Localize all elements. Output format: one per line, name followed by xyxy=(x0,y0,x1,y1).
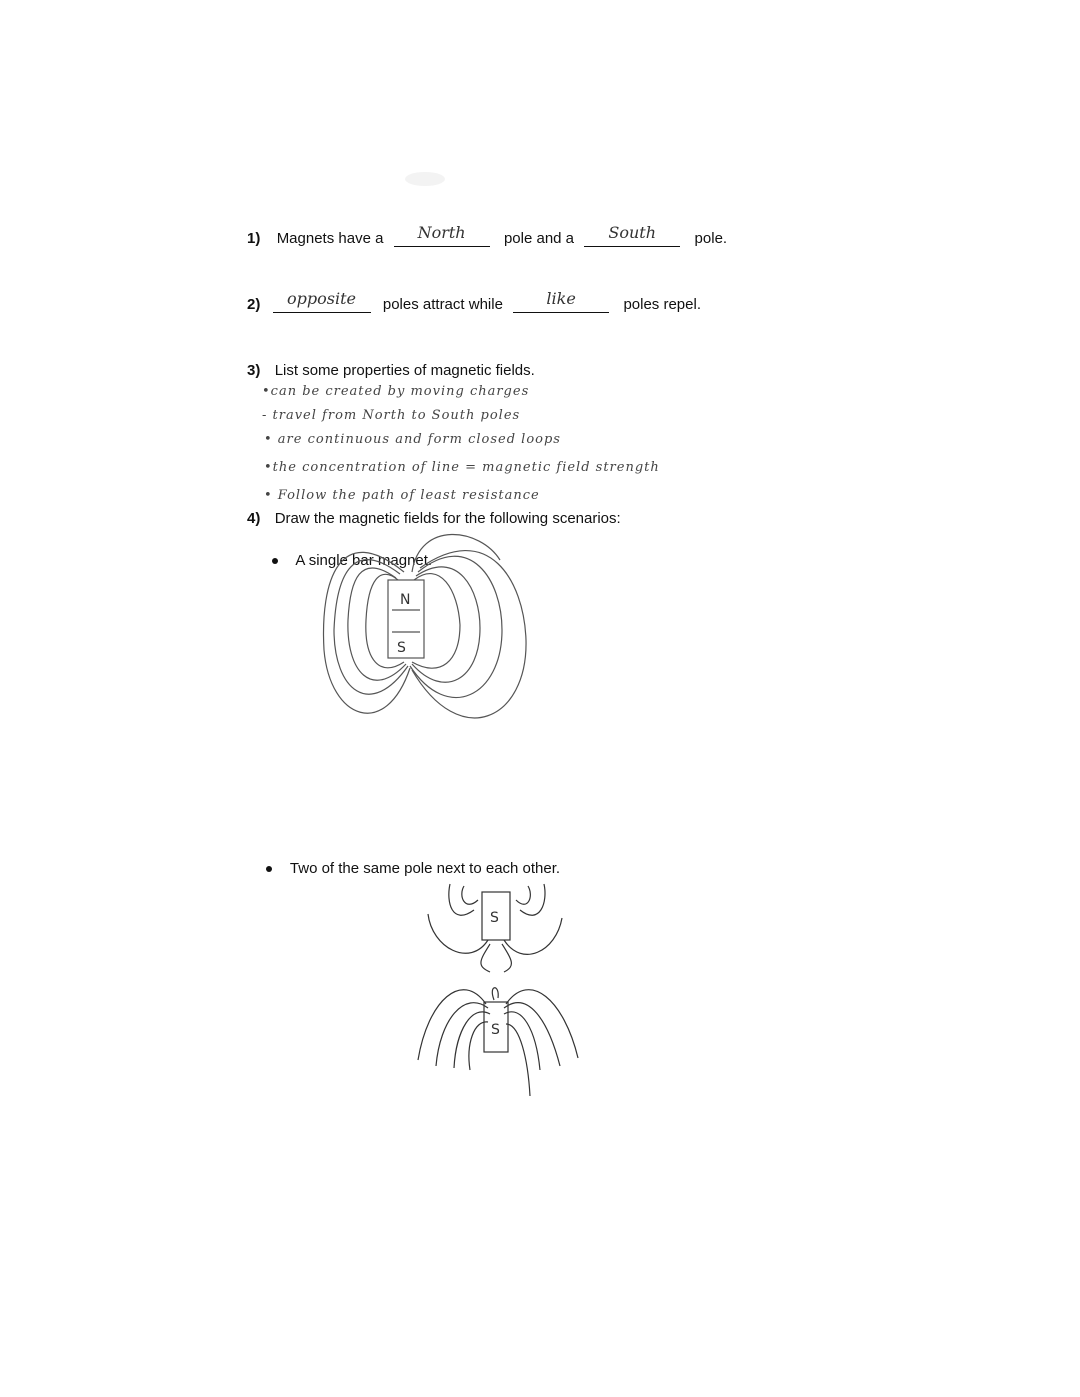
question-number: 3) xyxy=(247,362,261,379)
question-number: 2) xyxy=(247,296,261,313)
handwritten-property: - travel from North to South poles xyxy=(262,408,521,423)
handwritten-property: •can be created by moving charges xyxy=(262,384,530,399)
question-prompt: Draw the magnetic fields for the following scenarios: xyxy=(274,510,621,527)
handwritten-answer: North xyxy=(417,223,466,242)
handwritten-answer: opposite xyxy=(287,289,356,308)
question-number: 1) xyxy=(247,230,261,247)
question-text: pole and a xyxy=(503,230,575,247)
question-prompt: List some properties of magnetic fields. xyxy=(274,362,535,379)
handwritten-answer: like xyxy=(546,289,576,308)
handwritten-property: • are continuous and form closed loops xyxy=(264,432,561,447)
question-text: poles attract while xyxy=(382,296,503,313)
handwritten-property: •the concentration of line = magnetic field strength xyxy=(264,460,660,475)
top-south-pole-label: S xyxy=(490,910,499,926)
bar-magnet-drawing xyxy=(324,534,527,717)
handwritten-property: • Follow the path of least resistance xyxy=(264,488,540,503)
scenario-label: Two of the same pole next to each other. xyxy=(289,860,561,877)
handwritten-answer: South xyxy=(608,223,657,242)
north-pole-label: N xyxy=(400,592,411,608)
south-pole-label: S xyxy=(397,640,406,656)
question-text: poles repel. xyxy=(623,296,701,313)
question-text: Magnets have a xyxy=(276,230,384,247)
question-text: pole. xyxy=(694,230,728,247)
question-number: 4) xyxy=(247,510,261,527)
scenario-label: A single bar magnet. xyxy=(295,552,433,569)
bottom-south-pole-label: S xyxy=(491,1022,500,1038)
